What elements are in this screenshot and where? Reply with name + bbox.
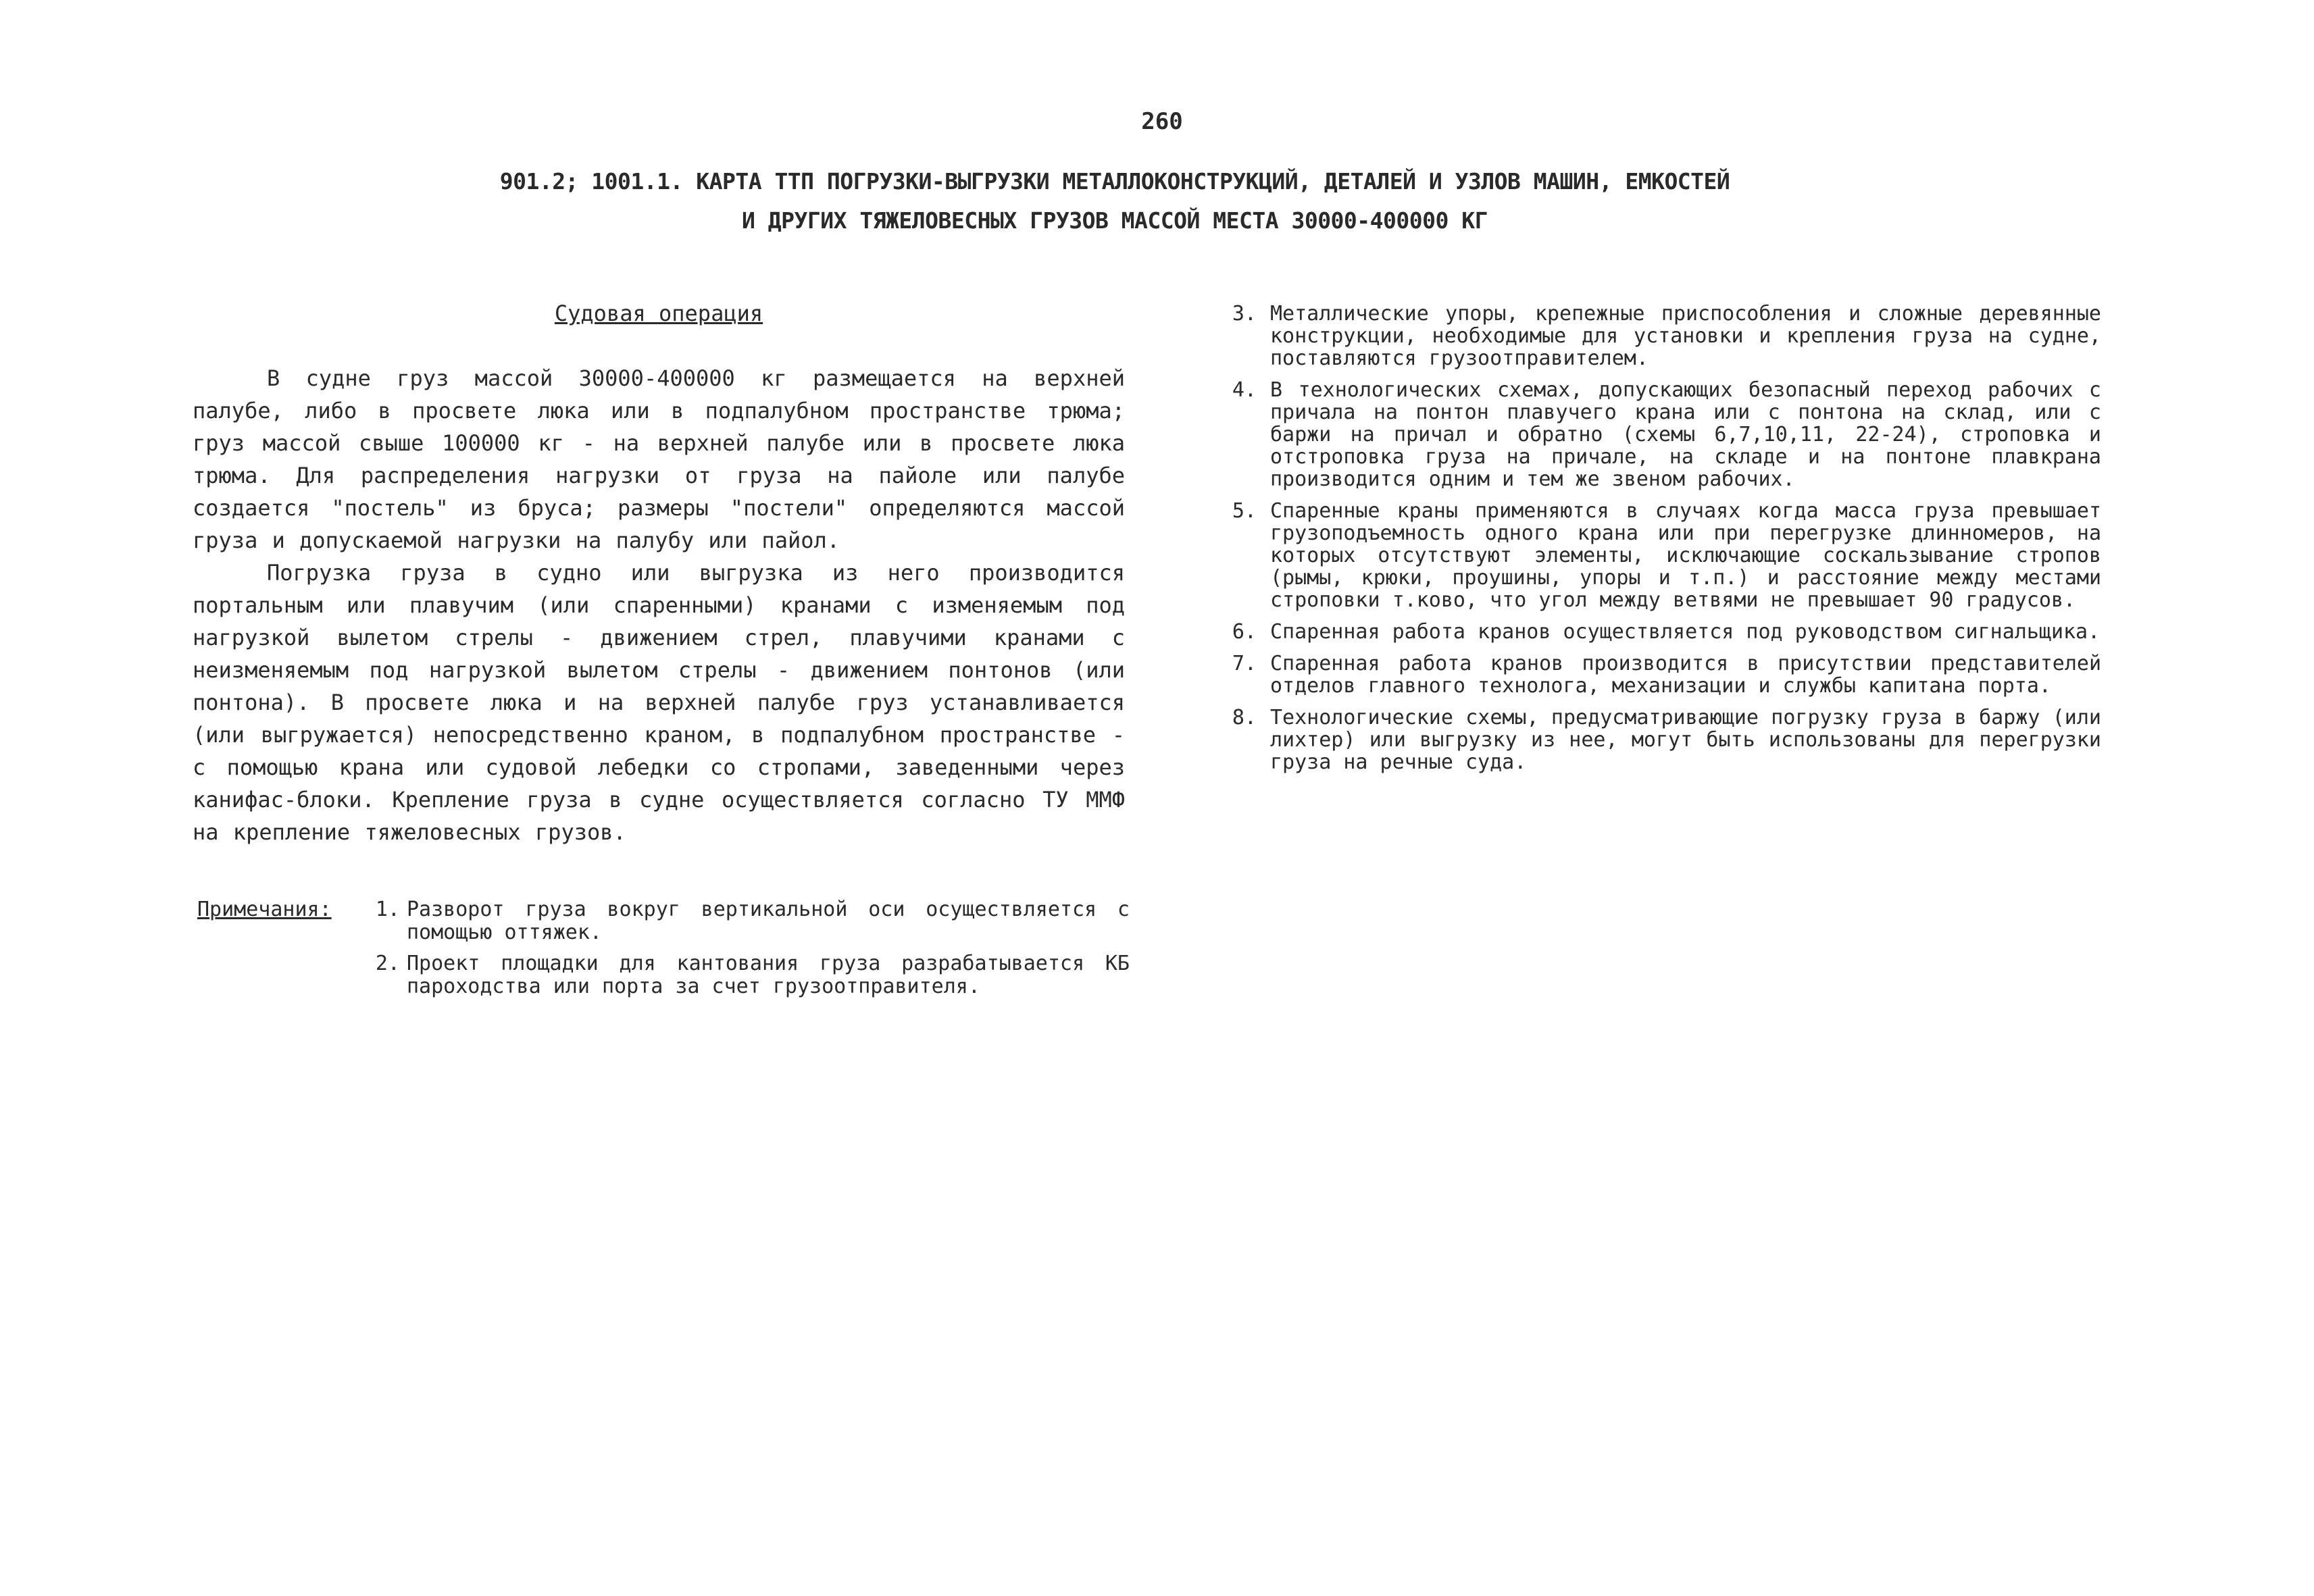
list-item-number: 3. (1232, 302, 1257, 326)
list-item-text: Спаренная работа кранов производится в присутствии представителей отделов главного технолога, механизации и службы капитана порта. (1270, 652, 2101, 698)
page-number: 260 (1141, 108, 1183, 135)
left-column (193, 297, 1125, 848)
paragraph-loading: Погрузка груза в судно или выгрузка из него производится портальным или плавучим (или спаренными) кранами с изменяемым под нагрузкой вылетом стрелы - движением стрел, плавучими кранами с неизменяемым под нагрузкой вылетом стрелы - движением понтонов (или понтона). В просвете люка и на верхней палубе груз устанавливается (или выгружается) непосредственно краном, в подпалубном пространстве - с помощью крана или судовой лебедки со стропами, заведенными через канифас-блоки. Крепление груза в судне осуществляется согласно ТУ ММФ на крепление тяжеловесных грузов. (193, 560, 1125, 845)
list-item-text: Металлические упоры, крепежные приспособления и сложные деревянные конструкции, необходимые для установки и крепления груза на судне, поставляются грузоотправителем. (1270, 302, 2101, 370)
list-item-number: 8. (1232, 706, 1257, 729)
document-title (432, 162, 1797, 240)
list-item-text: Спаренная работа кранов осуществляется под руководством сигнальщика. (1270, 620, 2101, 644)
note-text: Разворот груза вокруг вертикальной оси осуществляется с помощью оттяжек. (407, 898, 1130, 944)
list-item (1223, 500, 2101, 611)
list-item-number: 4. (1232, 378, 1257, 402)
right-column (1223, 303, 2101, 783)
list-item (1223, 652, 2101, 697)
title-line-1: 901.2; 1001.1. КАРТА ТТП ПОГРУЗКИ-ВЫГРУЗКИ МЕТАЛЛОКОНСТРУКЦИЙ, ДЕТАЛЕЙ И УЗЛОВ МАШИН, ЕМКОСТЕЙ (499, 168, 1730, 195)
note-text: Проект площадки для кантования груза разрабатывается КБ пароходства или порта за счет грузоотправителя. (407, 952, 1130, 998)
section-heading: Судовая операция (554, 301, 763, 326)
list-item (1223, 621, 2101, 643)
note-number: 1. (375, 898, 400, 921)
notes-label: Примечания: (197, 898, 332, 921)
list-item-number: 5. (1232, 499, 1257, 523)
list-item-text: Спаренные краны применяются в случаях когда масса груза превышает грузоподъемность одного крана или при перегрузке длинномеров, на которых отсутствуют элементы, исключающие соскальзывание стропов (рымы, крюки, проушины, упоры и т.п.) и расстояние между местами строповки т.ково, что угол между ветвями не превышает 90 градусов. (1270, 499, 2101, 612)
list-item-text: Технологические схемы, предусматривающие погрузку груза в баржу (или лихтер) или выгрузку из нее, могут быть использованы для перегрузки груза на речные суда. (1270, 706, 2101, 774)
list-item-number: 6. (1232, 620, 1257, 644)
paragraph-placement: В судне груз массой 30000-400000 кг размещается на верхней палубе, либо в просвете люка или в подпалубном пространстве трюма; груз массой свыше 100000 кг - на верхней палубе или в просвете люка трюма. Для распределения нагрузки от груза на пайоле или палубе создается "постель" из бруса; размеры "постели" определяются массой груза и допускаемой нагрузки на палубу или пайол. (193, 365, 1125, 553)
note-number: 2. (375, 952, 400, 975)
list-item (1223, 706, 2101, 773)
title-line-2: И ДРУГИХ ТЯЖЕЛОВЕСНЫХ ГРУЗОВ МАССОЙ МЕСТА 30000-400000 КГ (742, 207, 1488, 234)
list-item (1223, 379, 2101, 490)
list-item (1223, 303, 2101, 369)
list-item-text: В технологических схемах, допускающих безопасный переход рабочих с причала на понтон плавучего крана или с понтона на склад, или с баржи на причал и обратно (схемы 6,7,10,11, 22-24), строповка и отстроповка груза на причале, на складе и на понтоне плавкрана производится одним и тем же звеном рабочих. (1270, 378, 2101, 491)
list-item-number: 7. (1232, 652, 1257, 675)
